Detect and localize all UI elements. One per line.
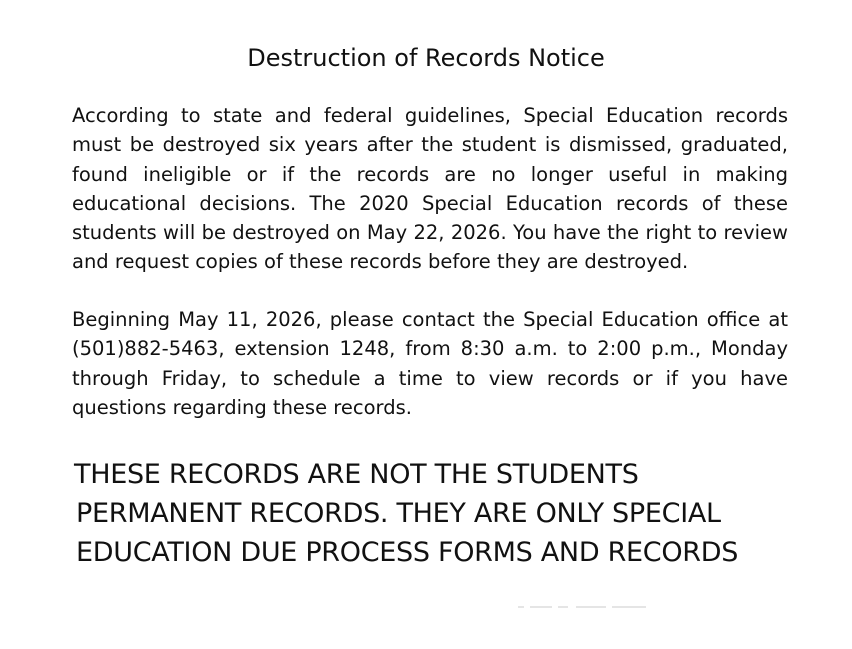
document-title: Destruction of Records Notice [247,44,605,72]
notice-line-1: THESE RECORDS ARE NOT THE STUDENTS [74,459,639,490]
notice-line-2: PERMANENT RECORDS. THEY ARE ONLY SPECIAL [76,498,721,529]
notice-line-3: EDUCATION DUE PROCESS FORMS AND RECORDS [76,537,739,568]
guidelines-paragraph: According to state and federal guidelines, Special Education records must be destroyed six years after the student is dismissed, graduated, found ineligible or if the records are no longer useful in making educational decisions. The 2020 Special Education records of these students will be destroyed on May 22, 2026. You have the right to review and request copies of these records before they are destroyed. [72,104,788,274]
contact-paragraph: Beginning May 11, 2026, please contact the Special Education office at (501)882-5463, extension 1248, from 8:30 a.m. to 2:00 p.m., Monday through Friday, to schedule a time to view records or if you have questions regarding these records. [72,308,788,419]
important-notice [74,455,794,572]
scan-artifact [518,602,648,612]
